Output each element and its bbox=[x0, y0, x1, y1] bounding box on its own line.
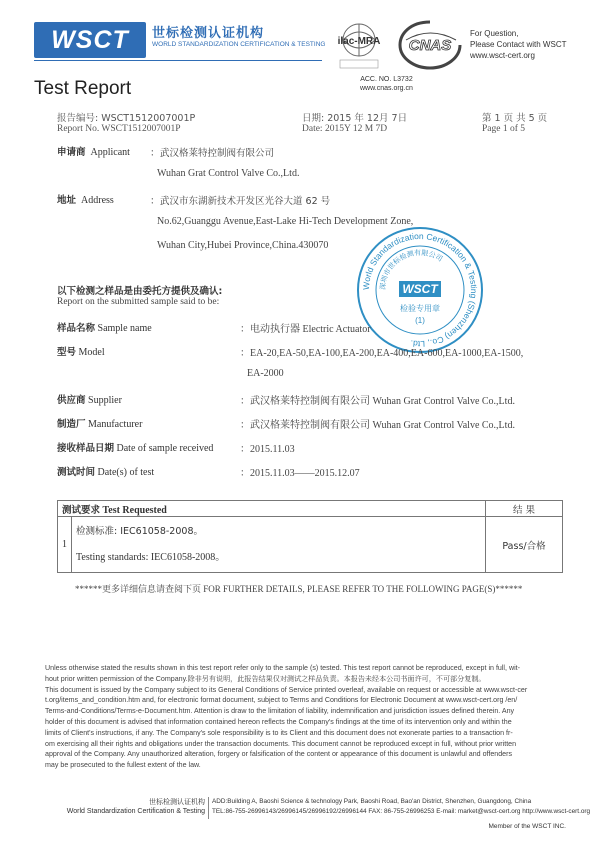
stamp-outer-text: World Standardization Certification & Testing (Shenzhen) Co., Ltd. bbox=[360, 230, 480, 350]
supplier-value: ：武汉格莱特控制阀有限公司 Wuhan Grat Control Valve Co.,Ltd. bbox=[240, 396, 515, 407]
test-date-value: ：2015.11.03——2015.12.07 bbox=[240, 468, 360, 479]
stamp-label: 检验专用章 bbox=[400, 304, 440, 313]
report-number bbox=[57, 113, 195, 135]
address-label: 地址 Address bbox=[57, 195, 114, 206]
test-date-label: 测试时间 Date(s) of test bbox=[57, 467, 155, 478]
ilac-mra-logo bbox=[328, 20, 390, 72]
applicant-label: 申请商 Applicant bbox=[57, 147, 130, 158]
inspection-stamp bbox=[355, 225, 485, 355]
result-header: 结 果 bbox=[486, 501, 563, 517]
disclaimer-line: This document is issued by the Company subject to its General Conditions of Service printed overleaf, available on request or accessible at www.wsct-cer bbox=[45, 685, 528, 694]
contact-block bbox=[470, 28, 566, 61]
sample-intro bbox=[57, 283, 222, 307]
stamp-inner-text: 深圳市世标检测有限公司 bbox=[378, 248, 444, 291]
footer-tel: TEL:86-755-26996143/26996145/26996192/26996144 FAX: 86-755-26996253 E-mail: market@wsct-cert.org http://www.wsct-cert.org bbox=[212, 808, 591, 815]
disclaimer-line: hout prior written permission of the Company.除非另有说明，此报告结果仅对测试之样品负责。本报告未经本公司书面许可，不可部分复制。 bbox=[45, 674, 486, 683]
org-name-en: WORLD STANDARDIZATION CERTIFICATION & TESTING bbox=[152, 41, 326, 48]
report-no-en: Report No. WSCT1512007001P bbox=[57, 124, 181, 134]
page-title: Test Report bbox=[34, 78, 132, 99]
cnas-logo bbox=[396, 18, 464, 72]
header-divider bbox=[34, 60, 322, 61]
model-value-cont: EA-2000 bbox=[247, 368, 284, 379]
address-value: ：武汉市东湖新技术开发区光谷大道 62 号 bbox=[150, 196, 331, 207]
report-no-cn: 报告编号: WSCT1512007001P bbox=[57, 113, 196, 124]
row-standard: 检测标准: IEC61058-2008。 Testing standards: IEC61058-2008。 bbox=[72, 517, 486, 573]
sample-name-label: 样品名称 Sample name bbox=[57, 323, 152, 334]
wsct-logo: WSCT bbox=[34, 22, 146, 58]
address-line-2: No.62,Guanggu Avenue,East-Lake Hi-Tech Development Zone, bbox=[157, 216, 414, 227]
disclaimer-line: Terms-and-Conditions/Terms-e-Document.htm. Attention is draw to the limitation of liability, indemnification and jurisdiction issues defined therein. Any bbox=[45, 707, 515, 716]
supplier-label: 供应商 Supplier bbox=[57, 395, 122, 406]
model-label: 型号 Model bbox=[57, 347, 105, 358]
model-value: ：EA-20,EA-50,EA-100,EA-200,EA-400,EA-600,EA-1000,EA-1500, bbox=[240, 348, 524, 359]
disclaimer-line: holder of this document is advised that information contained hereon reflects the Company's findings at the time of its intervention only and within the bbox=[45, 717, 512, 726]
sample-intro-cn: 以下检测之样品是由委托方提供及确认: bbox=[57, 286, 223, 297]
footer-org-cn: 世标检测认证机构 bbox=[149, 798, 205, 806]
report-date bbox=[302, 113, 407, 135]
manufacturer-label: 制造厂 Manufacturer bbox=[57, 419, 143, 430]
result-value: Pass/合格 bbox=[486, 517, 563, 573]
disclaimer-line: approval of the Company. Any unauthorized alteration, forgery or falsification of the content or appearance of this document is unlawful and offenders bbox=[45, 750, 513, 759]
stamp-num: (1) bbox=[415, 316, 425, 325]
table-header-row bbox=[58, 501, 563, 517]
address-line-3: Wuhan City,Hubei Province,China.430070 bbox=[157, 240, 329, 251]
manufacturer-value: ：武汉格莱特控制阀有限公司 Wuhan Grat Control Valve Co.,Ltd. bbox=[240, 420, 515, 431]
footer-member: Member of the WSCT INC. bbox=[488, 823, 566, 830]
footer-divider bbox=[208, 797, 209, 819]
applicant-value-en: Wuhan Grat Control Valve Co.,Ltd. bbox=[157, 168, 300, 179]
sample-intro-en: Report on the submitted sample said to be: bbox=[57, 297, 220, 307]
footer-org-en: World Standardization Certification & Testing bbox=[66, 808, 205, 815]
contact-website: www.wsct-cert.org bbox=[470, 51, 535, 60]
contact-line-1: For Question, bbox=[470, 29, 519, 38]
page-number-en: Page 1 of 5 bbox=[482, 124, 526, 134]
accreditation-block bbox=[360, 75, 413, 93]
applicant-value: ：武汉格莱特控制阀有限公司 bbox=[150, 148, 275, 159]
further-details-note: ******更多详细信息请查阅下页 FOR FURTHER DETAILS, PLEASE REFER TO THE FOLLOWING PAGE(S)****** bbox=[75, 584, 523, 594]
received-date-label: 接收样品日期 Date of sample received bbox=[57, 443, 214, 454]
stamp-center: WSCT bbox=[402, 282, 438, 296]
disclaimer-line: may be prosecuted to the fullest extent of the law. bbox=[45, 761, 201, 770]
org-name-cn: 世标检测认证机构 bbox=[152, 26, 265, 41]
report-date-cn: 日期: 2015 年 12月 7日 bbox=[302, 113, 408, 124]
page-number-cn: 第 1 页 共 5 页 bbox=[482, 113, 548, 124]
acc-website: www.cnas.org.cn bbox=[360, 85, 413, 92]
sample-name-value: ：电动执行器 Electric Actuator bbox=[240, 324, 371, 335]
cnas-label: CNAS bbox=[408, 37, 452, 54]
footer-add: ADD:Building A, Baoshi Science & technology Park, Baoshi Road, Bao'an District, Shenzhen, Guangdong, China bbox=[212, 798, 532, 805]
test-requested-table bbox=[57, 500, 563, 573]
disclaimer-line: t.org/items_and_condition.htm and, for electronic format document, subject to Terms and Conditions for Electronic Document at www.wsct-cert.org /en/ bbox=[45, 696, 518, 705]
disclaimer-line: limits of Client's instructions, if any. The Company's sole responsibility is to its Client and this document does not exonerate parties to a transaction fr- bbox=[45, 728, 513, 737]
footer-address bbox=[212, 797, 591, 817]
table-row bbox=[58, 517, 563, 573]
row-number: 1 bbox=[58, 517, 72, 573]
disclaimer-line: om exercising all their rights and obligations under the transaction documents. This document cannot be reproduced except in full, without prior written bbox=[45, 739, 517, 748]
report-date-en: Date: 2015Y 12 M 7D bbox=[302, 124, 388, 134]
received-date-value: ：2015.11.03 bbox=[240, 444, 295, 455]
acc-number: ACC. NO. L3732 bbox=[360, 76, 413, 83]
footer-org bbox=[45, 797, 205, 817]
contact-line-2: Please Contact with WSCT bbox=[470, 40, 567, 49]
disclaimer-line: Unless otherwise stated the results shown in this test report refer only to the sample (s) tested. This test report cannot be reproduced, except in full, wit- bbox=[45, 664, 520, 672]
page-number bbox=[482, 113, 547, 135]
disclaimer bbox=[45, 663, 570, 771]
ilac-label: ilac-MRA bbox=[337, 36, 381, 47]
requested-header: 测试要求 Test Requested bbox=[58, 501, 486, 517]
